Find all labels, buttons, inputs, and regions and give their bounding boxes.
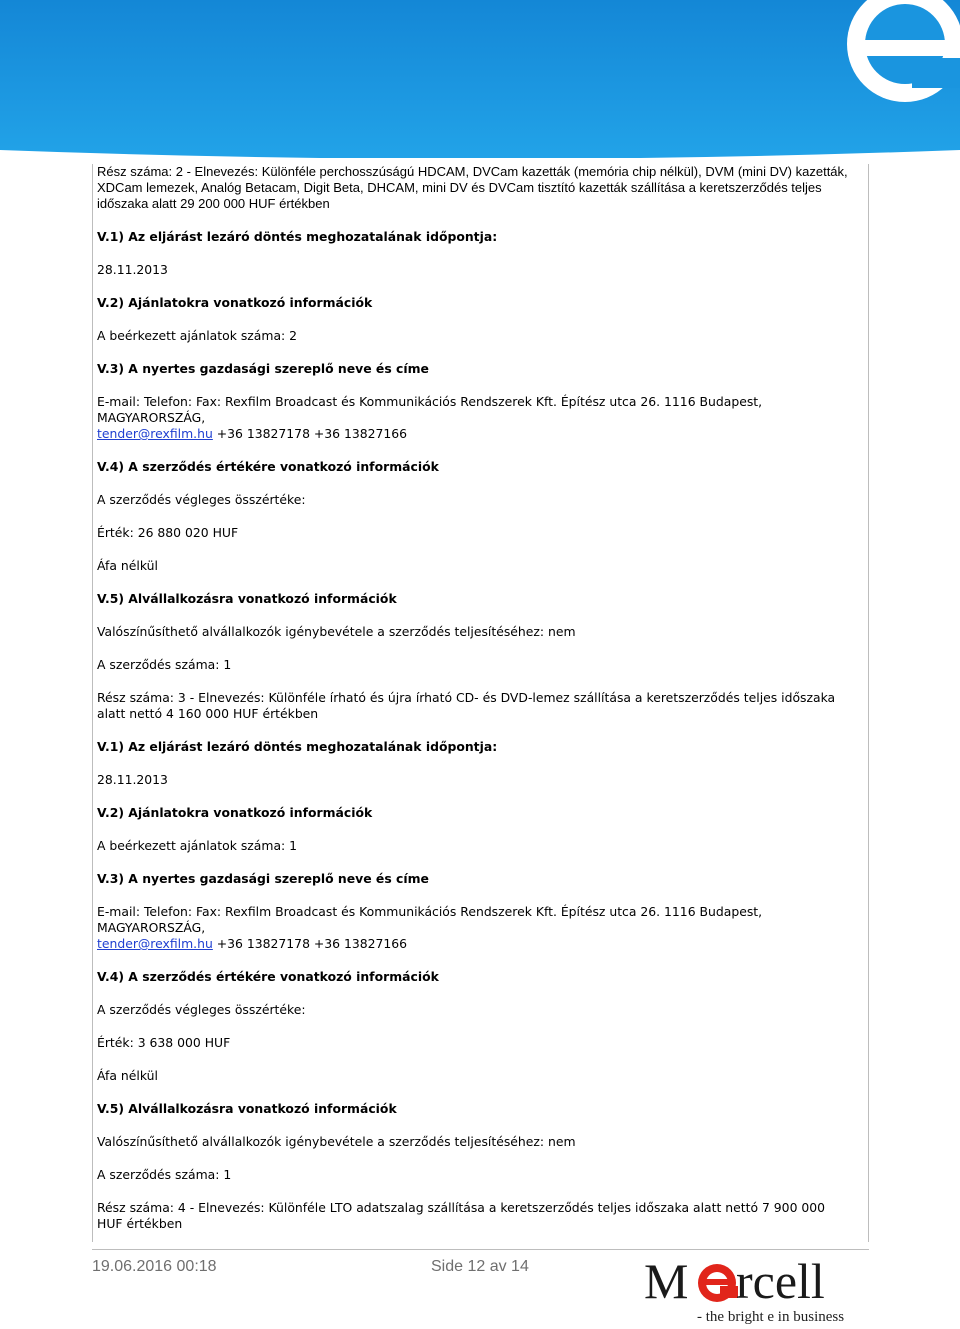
phone-numbers: +36 13827178 +36 13827166 xyxy=(216,426,408,441)
section-heading: V.3) A nyertes gazdasági szereplő neve és címe xyxy=(97,871,429,886)
footer-divider xyxy=(92,1249,869,1250)
info-text: A szerződés száma: 1 xyxy=(97,1167,232,1182)
marcell-logo-graphic xyxy=(640,1254,870,1310)
info-text: A beérkezett ajánlatok száma: 2 xyxy=(97,328,298,343)
info-text: A szerződés száma: 1 xyxy=(97,657,232,672)
info-text: Áfa nélkül xyxy=(97,558,158,573)
logo-e-icon xyxy=(698,1264,738,1302)
winner-contact xyxy=(97,394,853,442)
info-text: A szerződés végleges összértéke: xyxy=(97,1002,306,1017)
section-heading: V.1) Az eljárást lezáró döntés meghozatalának időpontja: xyxy=(97,229,498,244)
logo-letter-m: M xyxy=(644,1254,689,1309)
logo-letters-rcell: rcell xyxy=(736,1254,825,1309)
info-text: A beérkezett ajánlatok száma: 1 xyxy=(97,838,298,853)
info-text: A szerződés végleges összértéke: xyxy=(97,492,306,507)
header-banner xyxy=(0,0,960,158)
header-banner-graphic xyxy=(0,0,960,158)
winner-address: E-mail: Telefon: Fax: Rexfilm Broadcast és Kommunikációs Rendszerek Kft. Építész utca 26. 1116 Budapest, MAGYARORSZÁG, xyxy=(97,394,763,425)
section-heading: V.2) Ajánlatokra vonatkozó információk xyxy=(97,295,373,310)
info-text: Érték: 26 880 020 HUF xyxy=(97,525,239,540)
email-link[interactable]: tender@rexfilm.hu xyxy=(97,936,213,951)
section-heading: V.1) Az eljárást lezáró döntés meghozatalának időpontja: xyxy=(97,739,498,754)
section-heading: V.3) A nyertes gazdasági szereplő neve és címe xyxy=(97,361,429,376)
info-text: Rész száma: 3 - Elnevezés: Különféle írható és újra írható CD- és DVD-lemez szállítása a keretszerződés teljes időszaka alatt nettó 4 160 000 HUF értékben xyxy=(97,690,836,721)
info-text: Valószínűsíthető alvállalkozók igénybevétele a szerződés teljesítéséhez: nem xyxy=(97,624,576,639)
info-text: Áfa nélkül xyxy=(97,1068,158,1083)
info-text: Érték: 3 638 000 HUF xyxy=(97,1035,231,1050)
section-heading: V.4) A szerződés értékére vonatkozó információk xyxy=(97,969,439,984)
logo-tagline: - the bright e in business xyxy=(697,1309,845,1325)
document-body xyxy=(92,164,869,1242)
footer-page-number: Side 12 av 14 xyxy=(431,1258,529,1275)
phone-numbers: +36 13827178 +36 13827166 xyxy=(216,936,408,951)
winner-address: E-mail: Telefon: Fax: Rexfilm Broadcast és Kommunikációs Rendszerek Kft. Építész utca 26. 1116 Budapest, MAGYARORSZÁG, xyxy=(97,904,763,935)
section-heading: V.2) Ajánlatokra vonatkozó információk xyxy=(97,805,373,820)
email-link[interactable]: tender@rexfilm.hu xyxy=(97,426,213,441)
section-heading: V.5) Alvállalkozásra vonatkozó információk xyxy=(97,1101,397,1116)
footer-date: 19.06.2016 00:18 xyxy=(92,1258,217,1275)
section-heading: V.4) A szerződés értékére vonatkozó információk xyxy=(97,459,439,474)
info-text: Rész száma: 4 - Elnevezés: Különféle LTO adatszalag szállítása a keretszerződés teljes időszaka alatt nettó 7 900 000 HUF értékben xyxy=(97,1200,826,1231)
section-heading: V.5) Alvállalkozásra vonatkozó információk xyxy=(97,591,397,606)
info-text: 28.11.2013 xyxy=(97,262,168,277)
document-content xyxy=(93,164,853,1242)
winner-contact xyxy=(97,904,853,952)
info-text: 28.11.2013 xyxy=(97,772,168,787)
lot-description: Rész száma: 2 - Elnevezés: Különféle perchosszúságú HDCAM, DVCam kazetták (memória chip nélkül), DVM (mini DV) kazetták, XDCam lemezek, Analóg Betacam, Digit Beta, DHCAM, mini DV és DVCam tisztító kazetták szállítása a keretszerződés teljes időszaka alatt 29 200 000 HUF értékben xyxy=(97,164,848,211)
info-text: Valószínűsíthető alvállalkozók igénybevétele a szerződés teljesítéséhez: nem xyxy=(97,1134,576,1149)
